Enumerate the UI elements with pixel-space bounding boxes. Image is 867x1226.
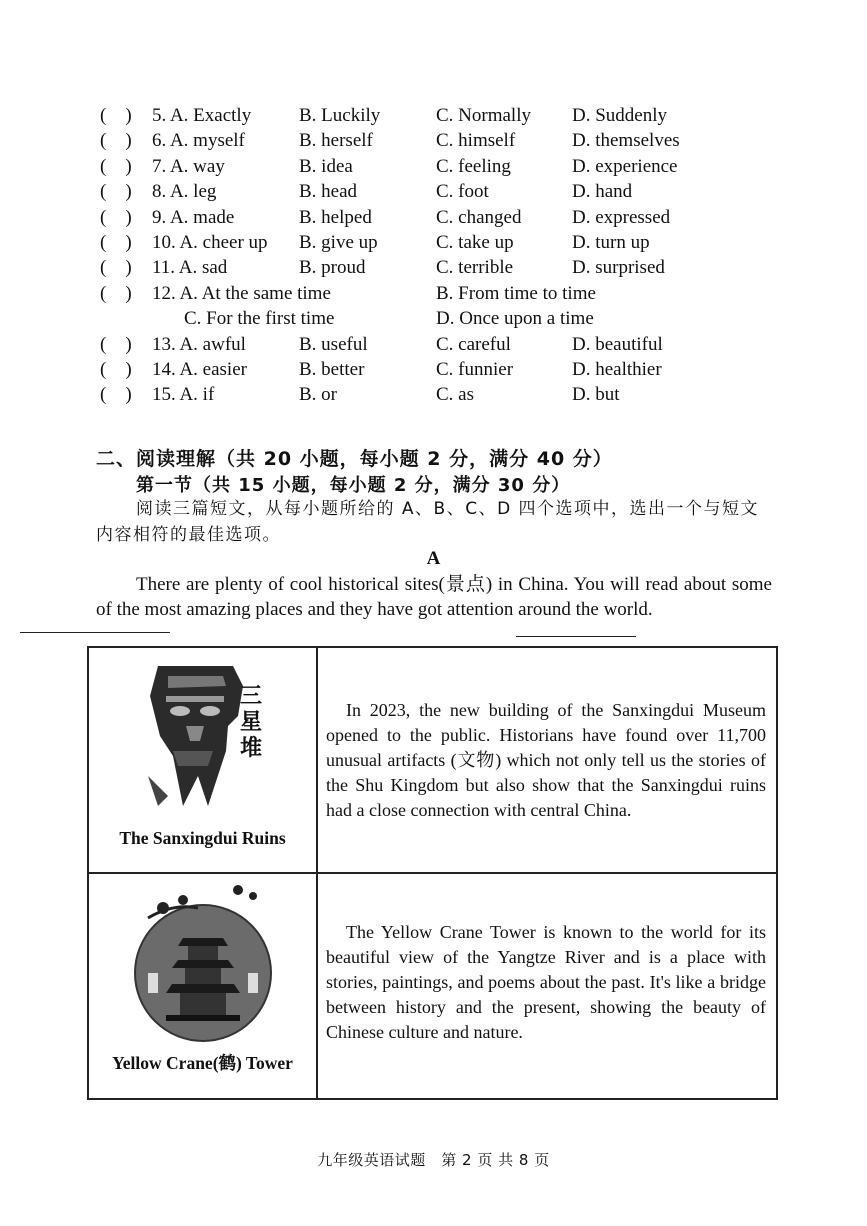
option-b: B. or <box>299 384 337 406</box>
option-b: B. idea <box>299 155 353 177</box>
option-a: 9. A. made <box>152 206 235 228</box>
subsection-title: 第一节（共 15 小题，每小题 2 分，满分 30 分） <box>136 475 571 496</box>
passage-label: A <box>426 548 441 569</box>
sanxingdui-text: In 2023, the new building of the Sanxingdui Museum opened to the public. Historians have found over 11,700 unusual artifacts (文物) which not only tell us the stories of the Shu Kingdom but also show that the Sanxingdui ruins had a close connection with central China. <box>326 700 766 820</box>
option-b: B. helped <box>299 206 372 228</box>
sanxingdui-caption: The Sanxingdui Ruins <box>119 828 286 848</box>
answer-blank[interactable]: ( ) <box>100 358 132 380</box>
option-c: C. terrible <box>436 257 514 279</box>
question-9 <box>100 205 820 230</box>
option-b: B. proud <box>299 257 366 279</box>
answer-blank[interactable]: ( ) <box>100 384 132 406</box>
option-c: C. himself <box>436 130 516 152</box>
yellow-crane-tower-image <box>128 878 278 1048</box>
option-a: 10. A. cheer up <box>152 231 268 253</box>
option-b: B. From time to time <box>436 282 596 304</box>
option-a: 15. A. if <box>152 384 215 406</box>
answer-blank[interactable]: ( ) <box>100 130 132 152</box>
question-12-continued <box>100 306 820 331</box>
answer-blank[interactable]: ( ) <box>100 155 132 177</box>
question-6 <box>100 128 820 153</box>
option-a: 11. A. sad <box>152 257 228 279</box>
option-c: C. take up <box>436 231 514 253</box>
option-d: D. Once upon a time <box>436 308 594 330</box>
option-c: C. changed <box>436 206 522 228</box>
answer-blank[interactable]: ( ) <box>100 206 132 228</box>
question-10 <box>100 230 820 255</box>
answer-blank[interactable]: ( ) <box>100 231 132 253</box>
option-d: D. beautiful <box>572 333 663 355</box>
question-5 <box>100 103 820 128</box>
answer-blank[interactable]: ( ) <box>100 105 132 126</box>
option-d: D. but <box>572 384 620 406</box>
question-13 <box>100 332 820 357</box>
question-7 <box>100 154 820 179</box>
option-a: 7. A. way <box>152 155 225 177</box>
section-title: 二、阅读理解（共 20 小题，每小题 2 分，满分 40 分） <box>96 448 613 470</box>
option-b: B. better <box>299 358 365 380</box>
option-d: D. hand <box>572 181 633 203</box>
divider-right <box>516 636 636 637</box>
answer-blank[interactable]: ( ) <box>100 333 132 355</box>
sanxingdui-calligraphy: 三星堆 <box>239 684 262 761</box>
question-14 <box>100 357 820 382</box>
answer-blank[interactable]: ( ) <box>100 257 132 279</box>
option-b: B. herself <box>299 130 373 152</box>
option-a: 14. A. easier <box>152 358 247 380</box>
option-d: D. turn up <box>572 231 650 253</box>
option-d: D. healthier <box>572 358 662 380</box>
option-d: D. Suddenly <box>572 105 667 126</box>
passage-intro: There are plenty of cool historical sites(景点) in China. You will read about some of the most amazing places and they have got attention around the world. <box>96 574 772 620</box>
option-c: C. as <box>436 384 474 406</box>
table-row <box>88 647 777 873</box>
option-d: D. themselves <box>572 130 680 152</box>
cloze-options-list <box>100 103 820 408</box>
option-c: C. funnier <box>436 358 514 380</box>
option-b: B. give up <box>299 231 378 253</box>
question-8 <box>100 179 820 204</box>
divider-left <box>20 632 170 633</box>
yellow-crane-text: The Yellow Crane Tower is known to the world for its beautiful view of the Yangtze River and is a place with stories, paintings, and poems about the past. It's like a bridge between history and the present, showing the beauty of Chinese culture and nature. <box>326 922 766 1042</box>
option-a: 5. A. Exactly <box>152 105 252 126</box>
option-b: B. head <box>299 181 358 203</box>
option-a: 12. A. At the same time <box>152 282 331 304</box>
question-12 <box>100 281 820 306</box>
option-a: 13. A. awful <box>152 333 246 355</box>
option-b: B. useful <box>299 333 368 355</box>
instructions: 阅读三篇短文，从每小题所给的 A、B、C、D 四个选项中，选出一个与短文内容相符的最佳选项。 <box>96 499 760 545</box>
sites-table <box>87 646 778 1100</box>
answer-blank[interactable]: ( ) <box>100 282 132 304</box>
yellow-crane-caption: Yellow Crane(鹤) Tower <box>112 1053 293 1073</box>
question-15 <box>100 382 820 407</box>
option-c: C. feeling <box>436 155 511 177</box>
table-row <box>88 873 777 1099</box>
option-c: C. foot <box>436 181 489 203</box>
option-c: C. careful <box>436 333 511 355</box>
option-a: 6. A. myself <box>152 130 245 152</box>
option-d: D. surprised <box>572 257 665 279</box>
option-a: 8. A. leg <box>152 181 217 203</box>
yellow-crane-text-cell <box>317 873 777 1099</box>
option-c: C. For the first time <box>184 308 335 330</box>
sanxingdui-image-cell <box>88 647 317 873</box>
sanxingdui-text-cell <box>317 647 777 873</box>
option-c: C. Normally <box>436 105 531 126</box>
option-d: D. experience <box>572 155 678 177</box>
question-11 <box>100 255 820 280</box>
option-b: B. Luckily <box>299 105 381 126</box>
yellow-crane-image-cell <box>88 873 317 1099</box>
answer-blank[interactable]: ( ) <box>100 181 132 203</box>
page-footer: 九年级英语试题 第 2 页 共 8 页 <box>317 1151 550 1169</box>
option-d: D. expressed <box>572 206 671 228</box>
